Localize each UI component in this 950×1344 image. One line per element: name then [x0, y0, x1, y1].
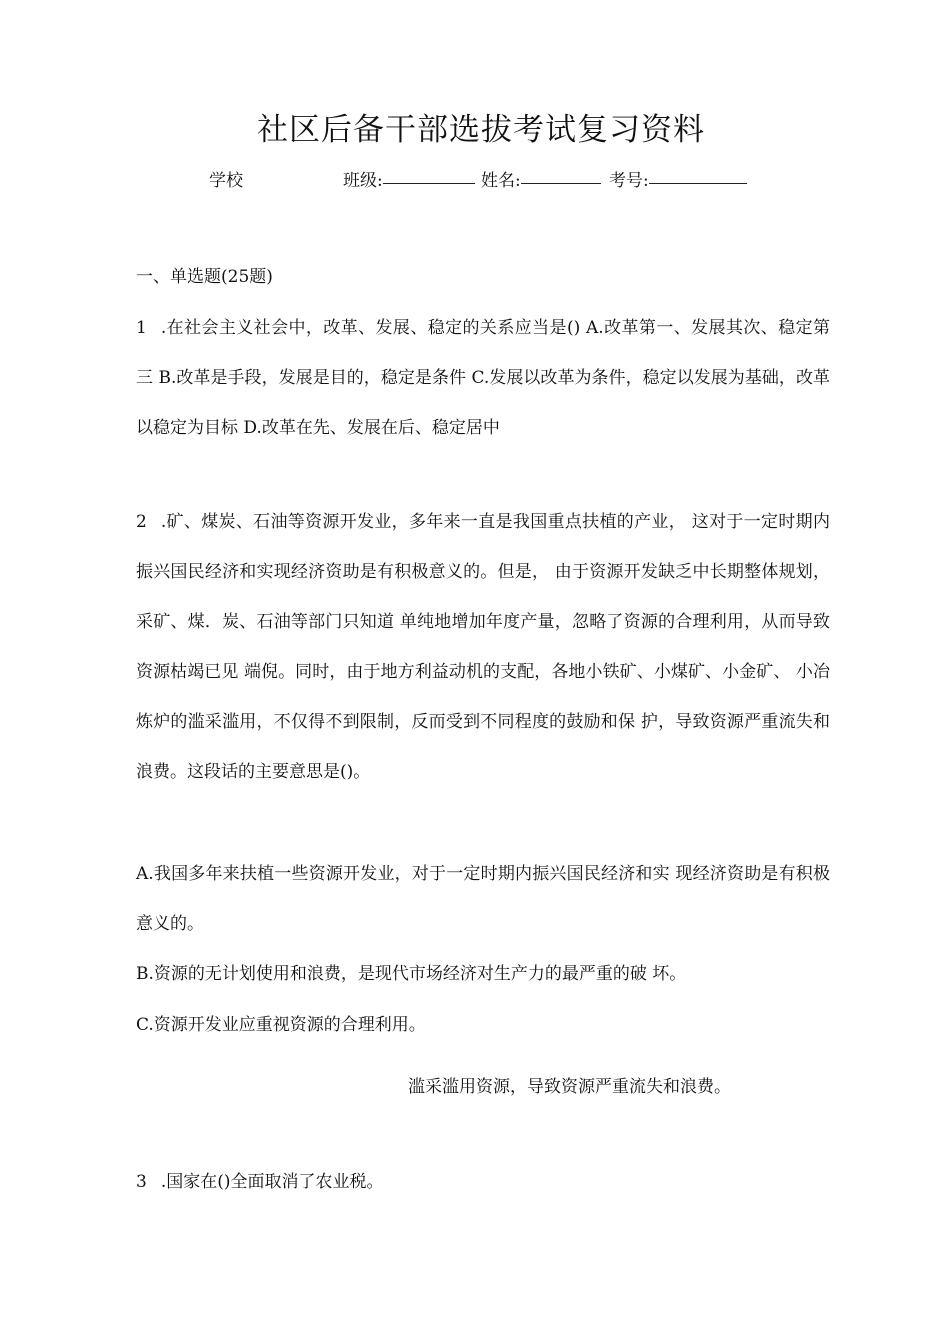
exam-number-label: 考号:: [609, 171, 649, 191]
name-field: [481, 166, 521, 191]
class-field: [343, 166, 383, 191]
question-2: [136, 497, 830, 797]
question-1: [136, 303, 830, 453]
question-3: [136, 1157, 830, 1207]
exam-number-field: [609, 166, 649, 191]
student-info-line: [0, 166, 950, 192]
exam-number-blank: [649, 166, 747, 184]
name-blank: [521, 166, 601, 184]
document-title: 社区后备干部选拔考试复习资料: [257, 112, 705, 148]
question-text: .国家在()全面取消了农业税。: [160, 1172, 384, 1192]
class-label: 班级:: [343, 171, 383, 191]
question-text: .在社会主义社会中，改革、发展、稳定的关系应当是() A.改革第一、发展其次、稳定第三 B.改革是手段，发展是目的，稳定是条件 C.发展以改革为条件，稳定以发展为基础，改革以稳定为目标 D.改革在先、发展在后、稳定居中: [136, 318, 830, 438]
question-2-option-a: A.我国多年来扶植一些资源开发业，对于一定时期内振兴国民经济和实 现经济资助是有积极意义的。: [136, 864, 830, 934]
name-label: 姓名:: [481, 171, 521, 191]
question-2-option-b: B.资源的无计划使用和浪费，是现代市场经济对生产力的最严重的破 坏。: [136, 964, 687, 984]
section-heading: 一、单选题(25题): [136, 267, 273, 287]
question-text: .矿、煤炭、石油等资源开发业，多年来一直是我国重点扶植的产业， 这对于一定时期内振兴国民经济和实现经济资助是有积极意义的。但是， 由于资源开发缺乏中长期整体规划，采矿、煤．炭、石油等部门只知道 单纯地增加年度产量，忽略了资源的合理利用，从而导致资源枯竭已见 端倪。同时，由于地方利益动机的支配，各地小铁矿、小煤矿、小金矿、 小冶炼炉的滥采滥用，不仅得不到限制，反而受到不同程度的鼓励和保 护，导致资源严重流失和浪费。这段话的主要意思是()。: [136, 512, 830, 782]
question-number: 2: [136, 512, 147, 532]
question-2-trailing-fragment: 滥采滥用资源，导致资源严重流失和浪费。: [408, 1077, 731, 1097]
question-number: 3: [136, 1172, 147, 1192]
class-blank: [383, 166, 475, 184]
question-2-option-c: C.资源开发业应重视资源的合理利用。: [136, 1015, 426, 1035]
school-label: 学校: [209, 171, 243, 191]
question-number: 1: [136, 318, 147, 338]
